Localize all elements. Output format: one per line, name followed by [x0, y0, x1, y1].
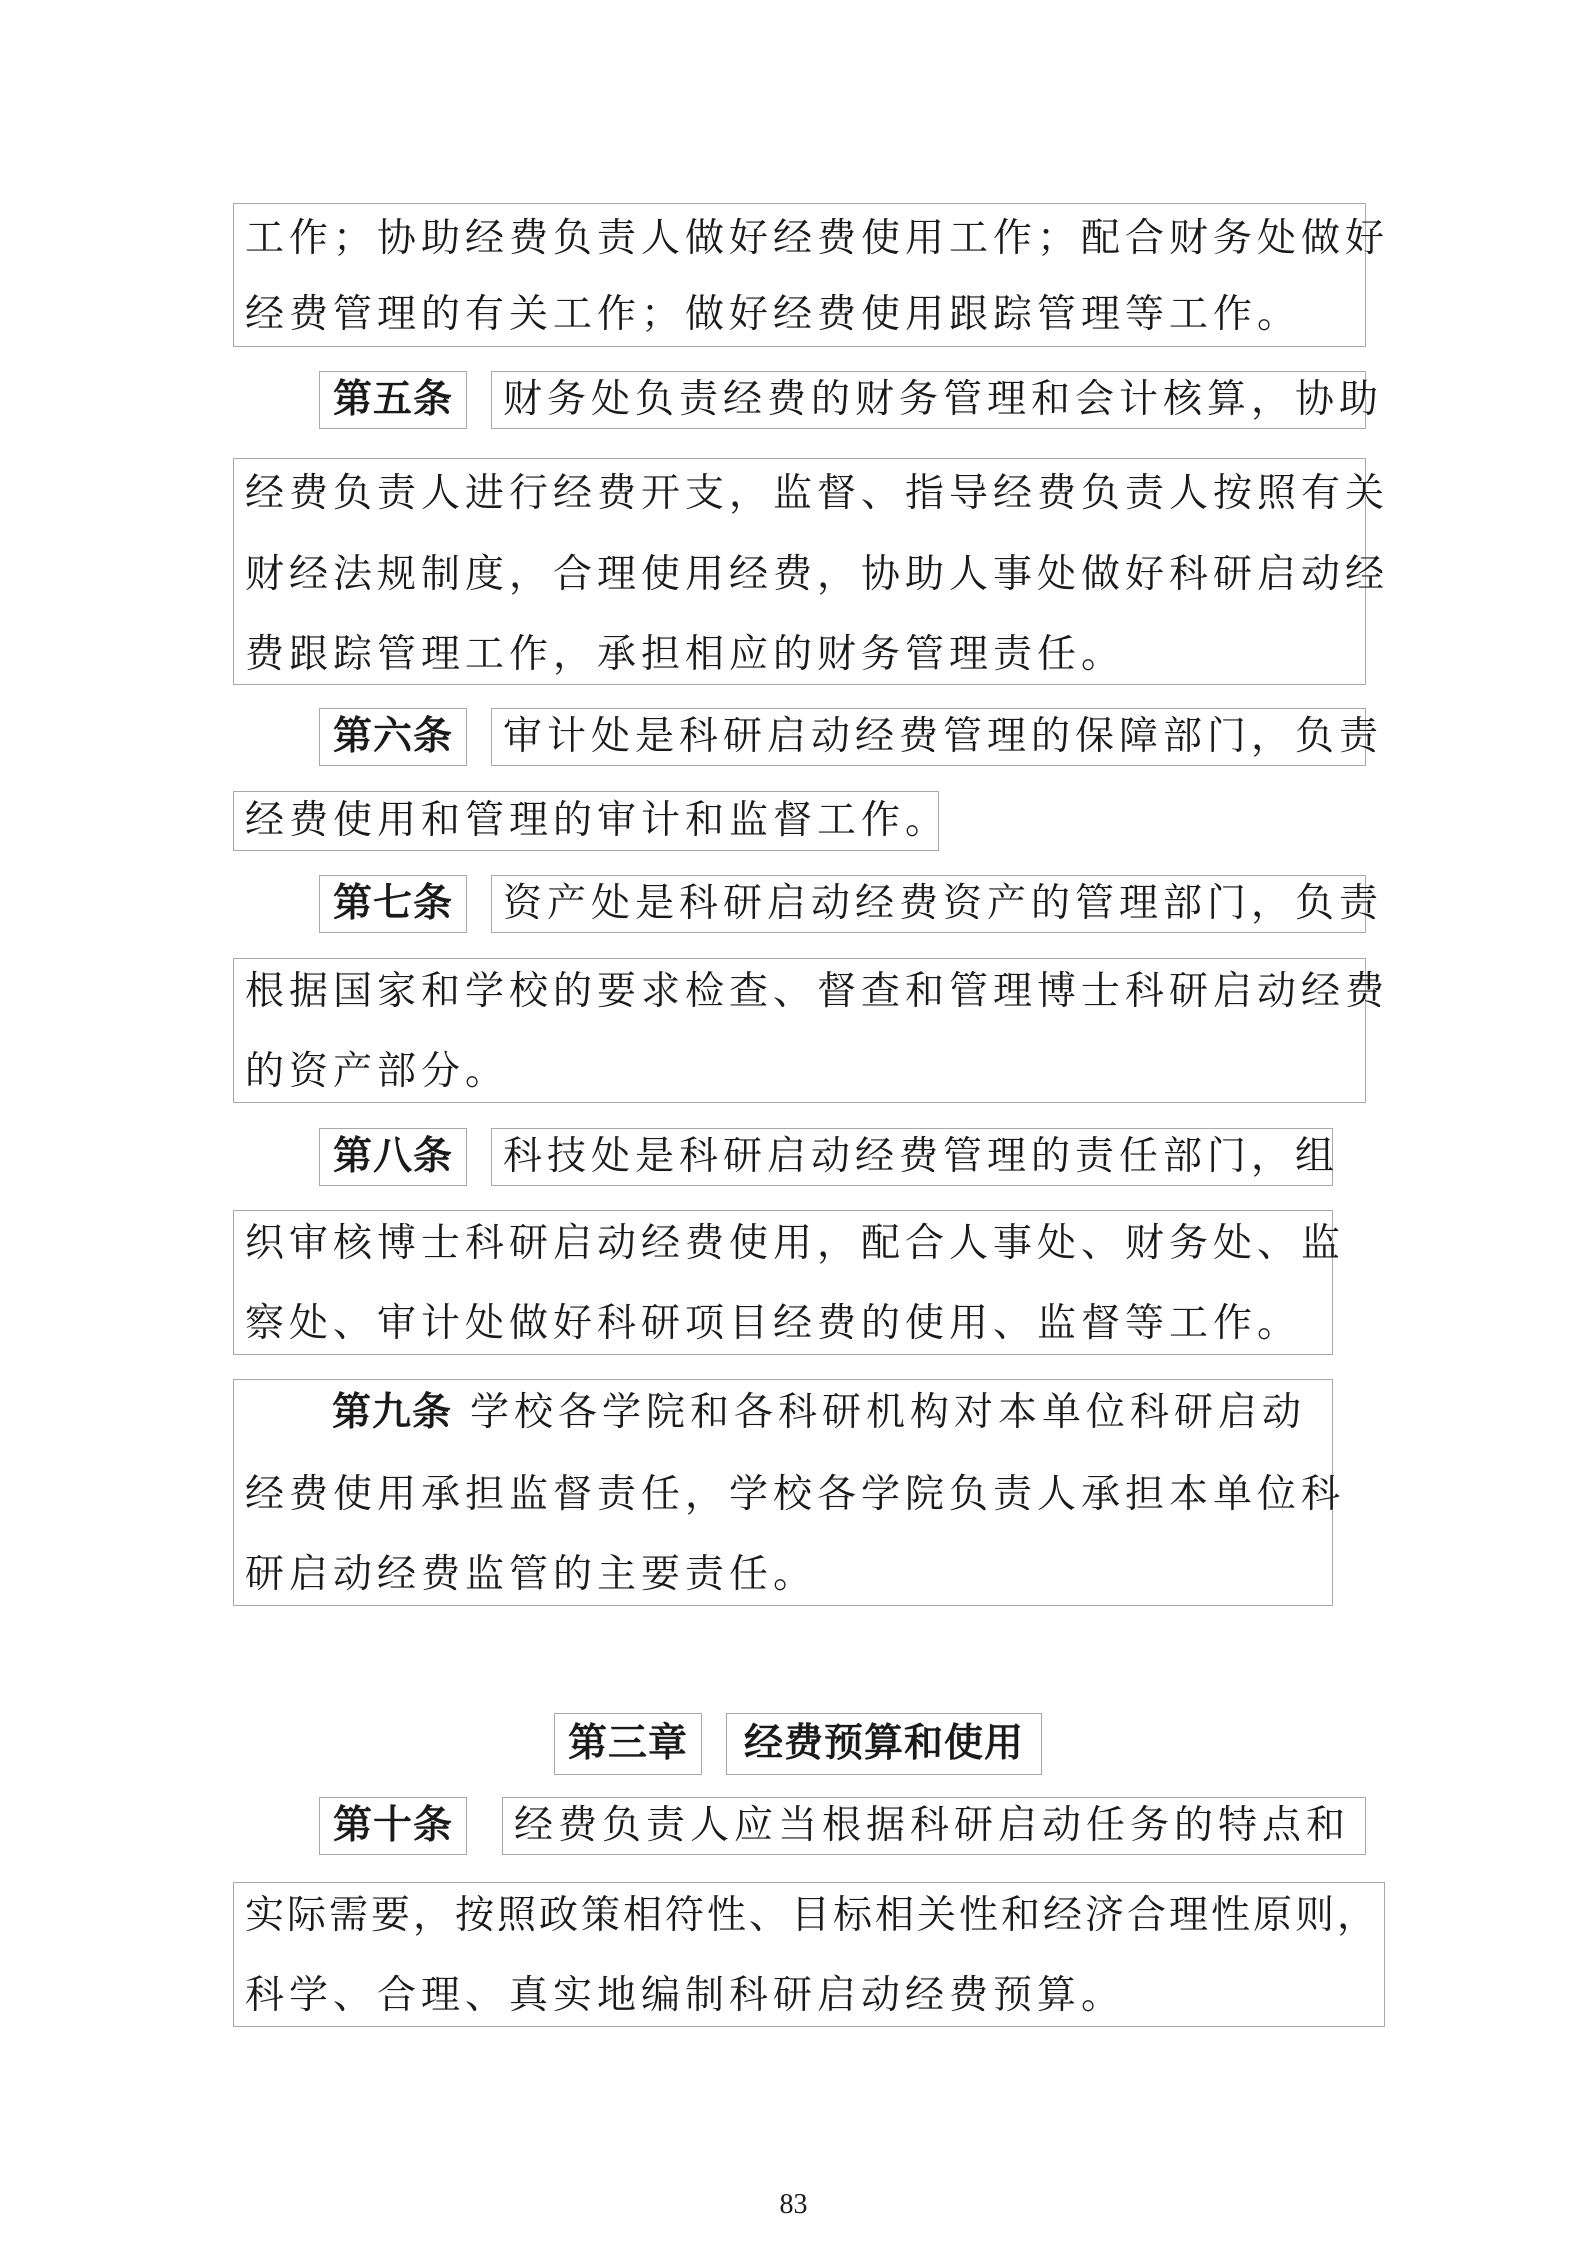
text-line [332, 1390, 1306, 1436]
article-5-first-line [491, 371, 1384, 429]
page-number: 83 [779, 2189, 808, 2220]
article-10-label: 第十条 [319, 1797, 467, 1855]
article-8-label: 第八条 [319, 1128, 467, 1186]
article-6-body [233, 791, 950, 851]
article-10-first-line [502, 1797, 1366, 1855]
article-8-first-line [491, 1128, 1340, 1186]
article-7-label: 第七条 [319, 875, 467, 933]
text-line: 经费使用和管理的审计和监督工作。 [245, 798, 950, 843]
text-line: 经费负责人应当根据科研启动任务的特点和 [514, 1803, 1351, 1848]
text-line: 财经法规制度，合理使用经费，协助人事处做好科研启动经 [245, 552, 1390, 597]
text-line: 根据国家和学校的要求检查、督查和管理博士科研启动经费 [245, 969, 1390, 1014]
text-line: 财务处负责经费的财务管理和会计核算，协助 [503, 377, 1384, 422]
chapter-title: 经费预算和使用 [726, 1713, 1042, 1775]
article-9-paragraph [233, 1379, 1346, 1606]
text-line: 资产处是科研启动经费资产的管理部门，负责 [503, 881, 1384, 926]
text-line: 实际需要，按照政策相符性、目标相关性和经济合理性原则， [245, 1893, 1380, 1938]
article-5-label: 第五条 [319, 371, 467, 429]
text-line: 科学、合理、真实地编制科研启动经费预算。 [245, 1973, 1126, 2018]
article-6-label: 第六条 [319, 708, 467, 766]
article-6-first-line [491, 708, 1384, 766]
continuation-paragraph [233, 203, 1390, 347]
text-line: 科技处是科研启动经费管理的责任部门，组 [503, 1134, 1340, 1179]
text-line: 的资产部分。 [245, 1049, 510, 1094]
article-9-label: 第九条 [332, 1390, 453, 1435]
text-line: 织审核博士科研启动经费使用，配合人事处、财务处、监 [245, 1221, 1346, 1266]
text-line: 费跟踪管理工作，承担相应的财务管理责任。 [245, 632, 1126, 677]
article-10-body [233, 1882, 1385, 2027]
article-7-first-line [491, 875, 1384, 933]
text-line: 经费负责人进行经费开支，监督、指导经费负责人按照有关 [245, 471, 1390, 516]
text-line: 经费使用承担监督责任，学校各学院负责人承担本单位科 [245, 1472, 1346, 1517]
article-9-first-line: 学校各学院和各科研机构对本单位科研启动 [470, 1390, 1307, 1435]
text-line: 察处、审计处做好科研项目经费的使用、监督等工作。 [245, 1301, 1302, 1346]
article-8-body [233, 1210, 1346, 1355]
text-line: 审计处是科研启动经费管理的保障部门，负责 [503, 714, 1384, 759]
text-line: 工作；协助经费负责人做好经费使用工作；配合财务处做好 [245, 216, 1390, 261]
article-5-body [233, 458, 1390, 685]
text-line: 研启动经费监管的主要责任。 [245, 1552, 818, 1597]
article-7-body [233, 958, 1390, 1103]
chapter-number: 第三章 [554, 1713, 702, 1775]
text-line: 经费管理的有关工作；做好经费使用跟踪管理等工作。 [245, 292, 1302, 337]
